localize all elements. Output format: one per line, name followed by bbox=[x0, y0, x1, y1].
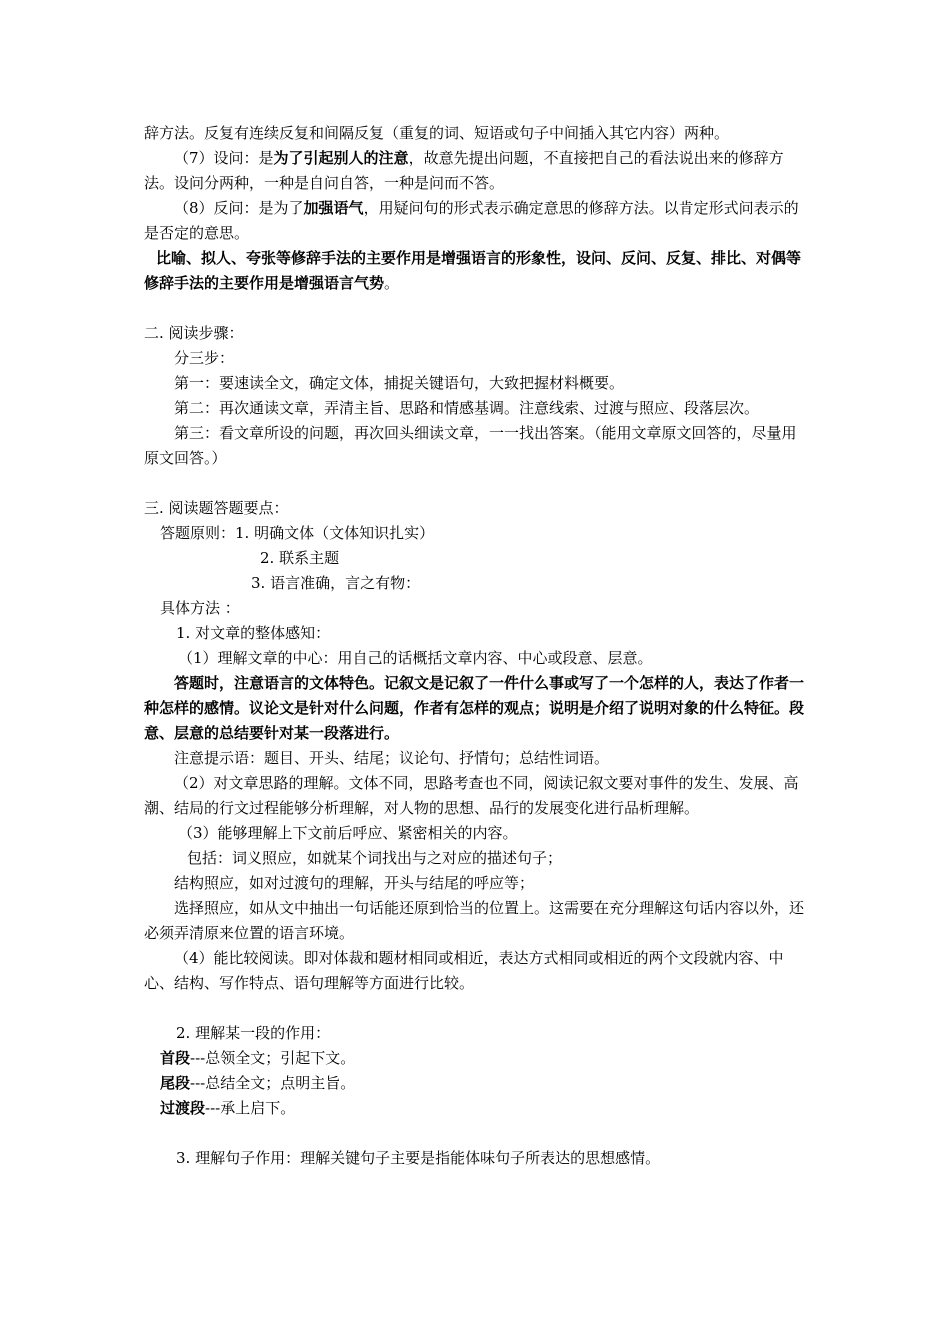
spacer bbox=[144, 471, 810, 496]
paragraph: 具体方法 ： bbox=[160, 599, 240, 617]
bold-text: 过渡段 bbox=[160, 1099, 206, 1117]
bold-text: 答题时，注意语言的文体特色。记叙文是记叙了一件什么事或写了一个怎样的人，表达了作者一种怎样的感情。议论文是针对什么问题，作者有怎样的观点；说明是介绍了说明对象的什么特征。段意、层意的总结要针对某一段落进行。 bbox=[144, 674, 805, 742]
paragraph: 包括：词义照应，如就某个词找出与之对应的描述句子； bbox=[187, 849, 563, 867]
spacer bbox=[144, 996, 810, 1021]
bold-text: 为了引起别人的注意 bbox=[273, 149, 409, 167]
paragraph-rhetorical-question bbox=[144, 146, 810, 196]
paragraph: 第一：要速读全文，确定文体，捕捉关键语句，大致把握材料概要。 bbox=[174, 374, 625, 392]
paragraph-counter-question bbox=[144, 196, 810, 246]
paragraph: 结构照应，如对过渡句的理解，开头与结尾的呼应等； bbox=[174, 874, 535, 892]
bold-text: 加强语气 bbox=[303, 199, 364, 217]
text: ---承上启下。 bbox=[205, 1099, 296, 1117]
text: （8）反问：是为了 bbox=[174, 199, 304, 217]
paragraph: （2）对文章思路的理解。文体不同，思路考查也不同，阅读记叙文要对事件的发生、发展、高潮、结局的行文过程能够分析理解，对人物的思想、品行的发展变化进行品析理解。 bbox=[144, 774, 799, 817]
paragraph bbox=[144, 1071, 810, 1096]
paragraph: 分三步： bbox=[174, 349, 235, 367]
section-heading-answer-points: 三. 阅读题答题要点： bbox=[144, 499, 289, 517]
bold-text: 首段 bbox=[160, 1049, 191, 1067]
paragraph: 1. 对文章的整体感知： bbox=[176, 624, 331, 642]
paragraph: 选择照应，如从文中抽出一句话能还原到恰当的位置上。这需要在充分理解这句话内容以外，还必须弄清原来位置的语言环境。 bbox=[144, 899, 805, 942]
paragraph: 第三：看文章所设的问题，再次回头细读文章，一一找出答案。（能用文章原文回答的，尽量用原文回答。） bbox=[144, 424, 797, 467]
spacer bbox=[144, 296, 810, 321]
paragraph: （3）能够理解上下文前后呼应、紧密相关的内容。 bbox=[178, 824, 518, 842]
bold-text: 比喻、拟人、夸张等修辞手法的主要作用是增强语言的形象性，设问、反问、反复、排比、对偶等修辞手法的主要作用是增强语言气势 bbox=[144, 249, 802, 292]
paragraph-rhetoric-summary bbox=[144, 246, 810, 296]
paragraph: 2. 理解某一段的作用： bbox=[176, 1024, 331, 1042]
bold-text: 尾段 bbox=[160, 1074, 191, 1092]
paragraph: 第二：再次通读文章，弄清主旨、思路和情感基调。注意线索、过渡与照应、段落层次。 bbox=[174, 399, 760, 417]
paragraph: 2. 联系主题 bbox=[260, 549, 340, 567]
text: ，用疑问句的形式表示确定意思的修辞方法。以肯定形式问表示的是否定的意思。 bbox=[144, 199, 799, 242]
paragraph: 3. 理解句子作用：理解关键句子主要是指能体味句子所表达的思想感情。 bbox=[176, 1149, 661, 1167]
paragraph: 注意提示语：题目、开头、结尾；议论句、抒情句；总结性词语。 bbox=[174, 749, 610, 767]
section-heading-reading-steps: 二. 阅读步骤： bbox=[144, 324, 244, 342]
document-body bbox=[144, 121, 810, 1171]
paragraph: 3. 语言准确，言之有物： bbox=[251, 574, 421, 592]
paragraph-repetition-end: 辞方法。反复有连续反复和间隔反复（重复的词、短语或句子中间插入其它内容）两种。 bbox=[144, 124, 730, 142]
paragraph: （1）理解文章的中心：用自己的话概括文章内容、中心或段意、层意。 bbox=[178, 649, 653, 667]
paragraph: 答题原则：1. 明确文体（文体知识扎实） bbox=[160, 524, 435, 542]
text: ，故意先提出问题，不直接把自己的看法说出来的修辞方法。设问分两种，一种是自问自答，一种是问而不答。 bbox=[144, 149, 784, 192]
text: ---总领全文；引起下文。 bbox=[190, 1049, 356, 1067]
paragraph: （4）能比较阅读。即对体裁和题材相同或相近，表达方式相同或相近的两个文段就内容、中心、结构、写作特点、语句理解等方面进行比较。 bbox=[144, 949, 784, 992]
text: （7）设问：是 bbox=[174, 149, 274, 167]
text: 。 bbox=[384, 274, 400, 292]
spacer bbox=[144, 1121, 810, 1146]
text: ---总结全文；点明主旨。 bbox=[190, 1074, 356, 1092]
paragraph bbox=[144, 1096, 810, 1121]
paragraph-bold-note bbox=[144, 671, 810, 746]
paragraph bbox=[144, 1046, 810, 1071]
